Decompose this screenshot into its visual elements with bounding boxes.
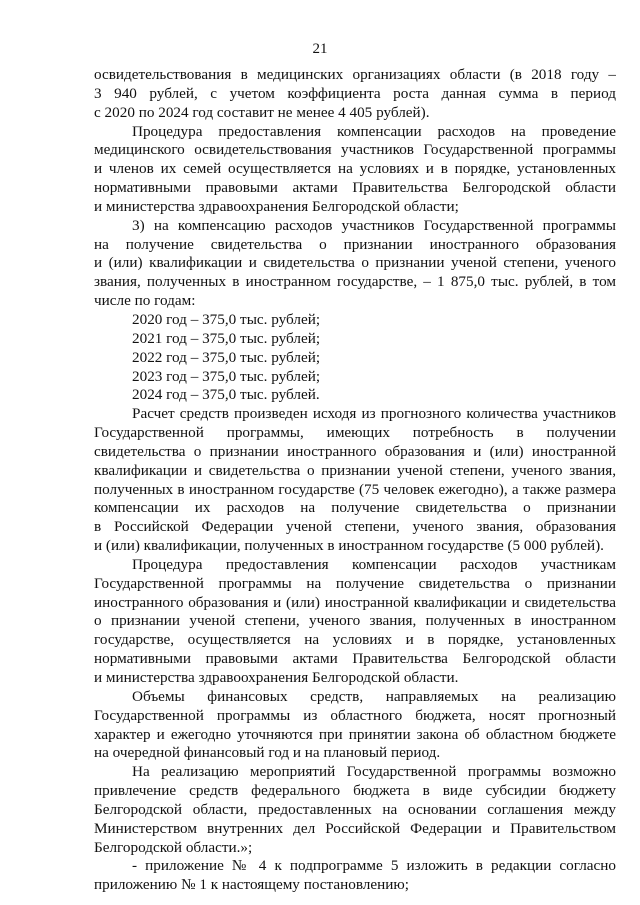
text-line: - приложение № 4 к подпрограмме 5 изложить в редакции согласно <box>132 857 616 875</box>
text-line: в Российской Федерации ученой степени, ученого звания, образования <box>94 518 616 536</box>
text-line: Белгородской области, предоставленных на основании соглашения между <box>94 800 616 818</box>
text-line: привлечение средств федерального бюджета в виде субсидии бюджету <box>94 782 616 800</box>
text-line: звания, полученных в иностранном государстве, – 1 875,0 тыс. рублей, в том <box>94 273 616 291</box>
text-line: числе по годам: <box>94 292 196 310</box>
text-line: полученных в иностранном государстве (75 человек ежегодно), а также размера <box>94 480 616 498</box>
text-line: с 2020 по 2024 год составит не менее 4 405 рублей). <box>94 103 430 121</box>
text-line: 2022 год – 375,0 тыс. рублей; <box>132 348 321 366</box>
text-line: приложению № 1 к настоящему постановлению; <box>94 876 409 894</box>
text-line: Государственной программы, имеющих потребность в получении <box>94 424 616 442</box>
text-line: компенсации их расходов на получение свидетельства о признании <box>94 499 616 517</box>
text-line: медицинского освидетельствования участников Государственной программы <box>94 141 616 159</box>
text-line: 2021 год – 375,0 тыс. рублей; <box>132 329 321 347</box>
text-line: на получение свидетельства о признании иностранного образования <box>94 235 616 253</box>
document-body <box>94 66 616 895</box>
text-line: Министерством внутренних дел Российской Федерации и Правительством <box>94 819 616 837</box>
text-line: нормативными правовыми актами Правительства Белгородской области <box>94 179 616 197</box>
text-line: Процедура предоставления компенсации расходов на проведение <box>132 122 616 140</box>
text-line: 3) на компенсацию расходов участников Государственной программы <box>132 216 616 234</box>
text-line: Государственной программы на получение свидетельства о признании <box>94 574 616 592</box>
text-line: о признании ученой степени, ученого звания, полученных в иностранном <box>94 612 616 630</box>
text-line: и (или) квалификации и свидетельства о признании ученой степени, ученого <box>94 254 616 272</box>
text-line: свидетельства о признании иностранного образования и (или) иностранной <box>94 442 616 460</box>
text-line: квалификации и свидетельства о признании ученой степени, ученого звания, <box>94 461 616 479</box>
text-line: и (или) квалификации, полученных в иностранном государстве (5 000 рублей). <box>94 537 604 555</box>
text-line: Расчет средств произведен исходя из прогнозного количества участников <box>132 405 616 423</box>
text-line: нормативными правовыми актами Правительства Белгородской области <box>94 650 616 668</box>
text-line: освидетельствования в медицинских организациях области (в 2018 году – <box>94 66 616 83</box>
page-number: 21 <box>312 41 328 57</box>
text-line: иностранного образования и (или) иностранной квалификации и свидетельства <box>94 593 616 611</box>
text-line: 2020 год – 375,0 тыс. рублей; <box>132 310 321 328</box>
text-line: Процедура предоставления компенсации расходов участникам <box>132 555 616 573</box>
text-line: Государственной программы из областного бюджета, носят прогнозный <box>94 706 616 724</box>
text-line: на очередной финансовый год и на плановый период. <box>94 744 441 762</box>
text-line: и министерства здравоохранения Белгородской области. <box>94 669 459 686</box>
text-line: и членов их семей осуществляется на условиях и в порядке, установленных <box>94 160 616 178</box>
text-line: и министерства здравоохранения Белгородской области; <box>94 197 459 215</box>
text-line: государстве, осуществляется на условиях и в порядке, установленных <box>94 631 616 649</box>
text-line: 2023 год – 375,0 тыс. рублей; <box>132 367 321 385</box>
text-line: На реализацию мероприятий Государственной программы возможно <box>132 763 616 781</box>
text-line: 2024 год – 375,0 тыс. рублей. <box>132 386 320 404</box>
text-line: 3 940 рублей, с учетом коэффициента роста данная сумма в период <box>94 84 616 102</box>
text-line: характер и ежегодно уточняются при принятии закона об областном бюджете <box>94 725 616 743</box>
text-line: Белгородской области.»; <box>94 838 253 856</box>
text-line: Объемы финансовых средств, направляемых на реализацию <box>132 687 616 705</box>
